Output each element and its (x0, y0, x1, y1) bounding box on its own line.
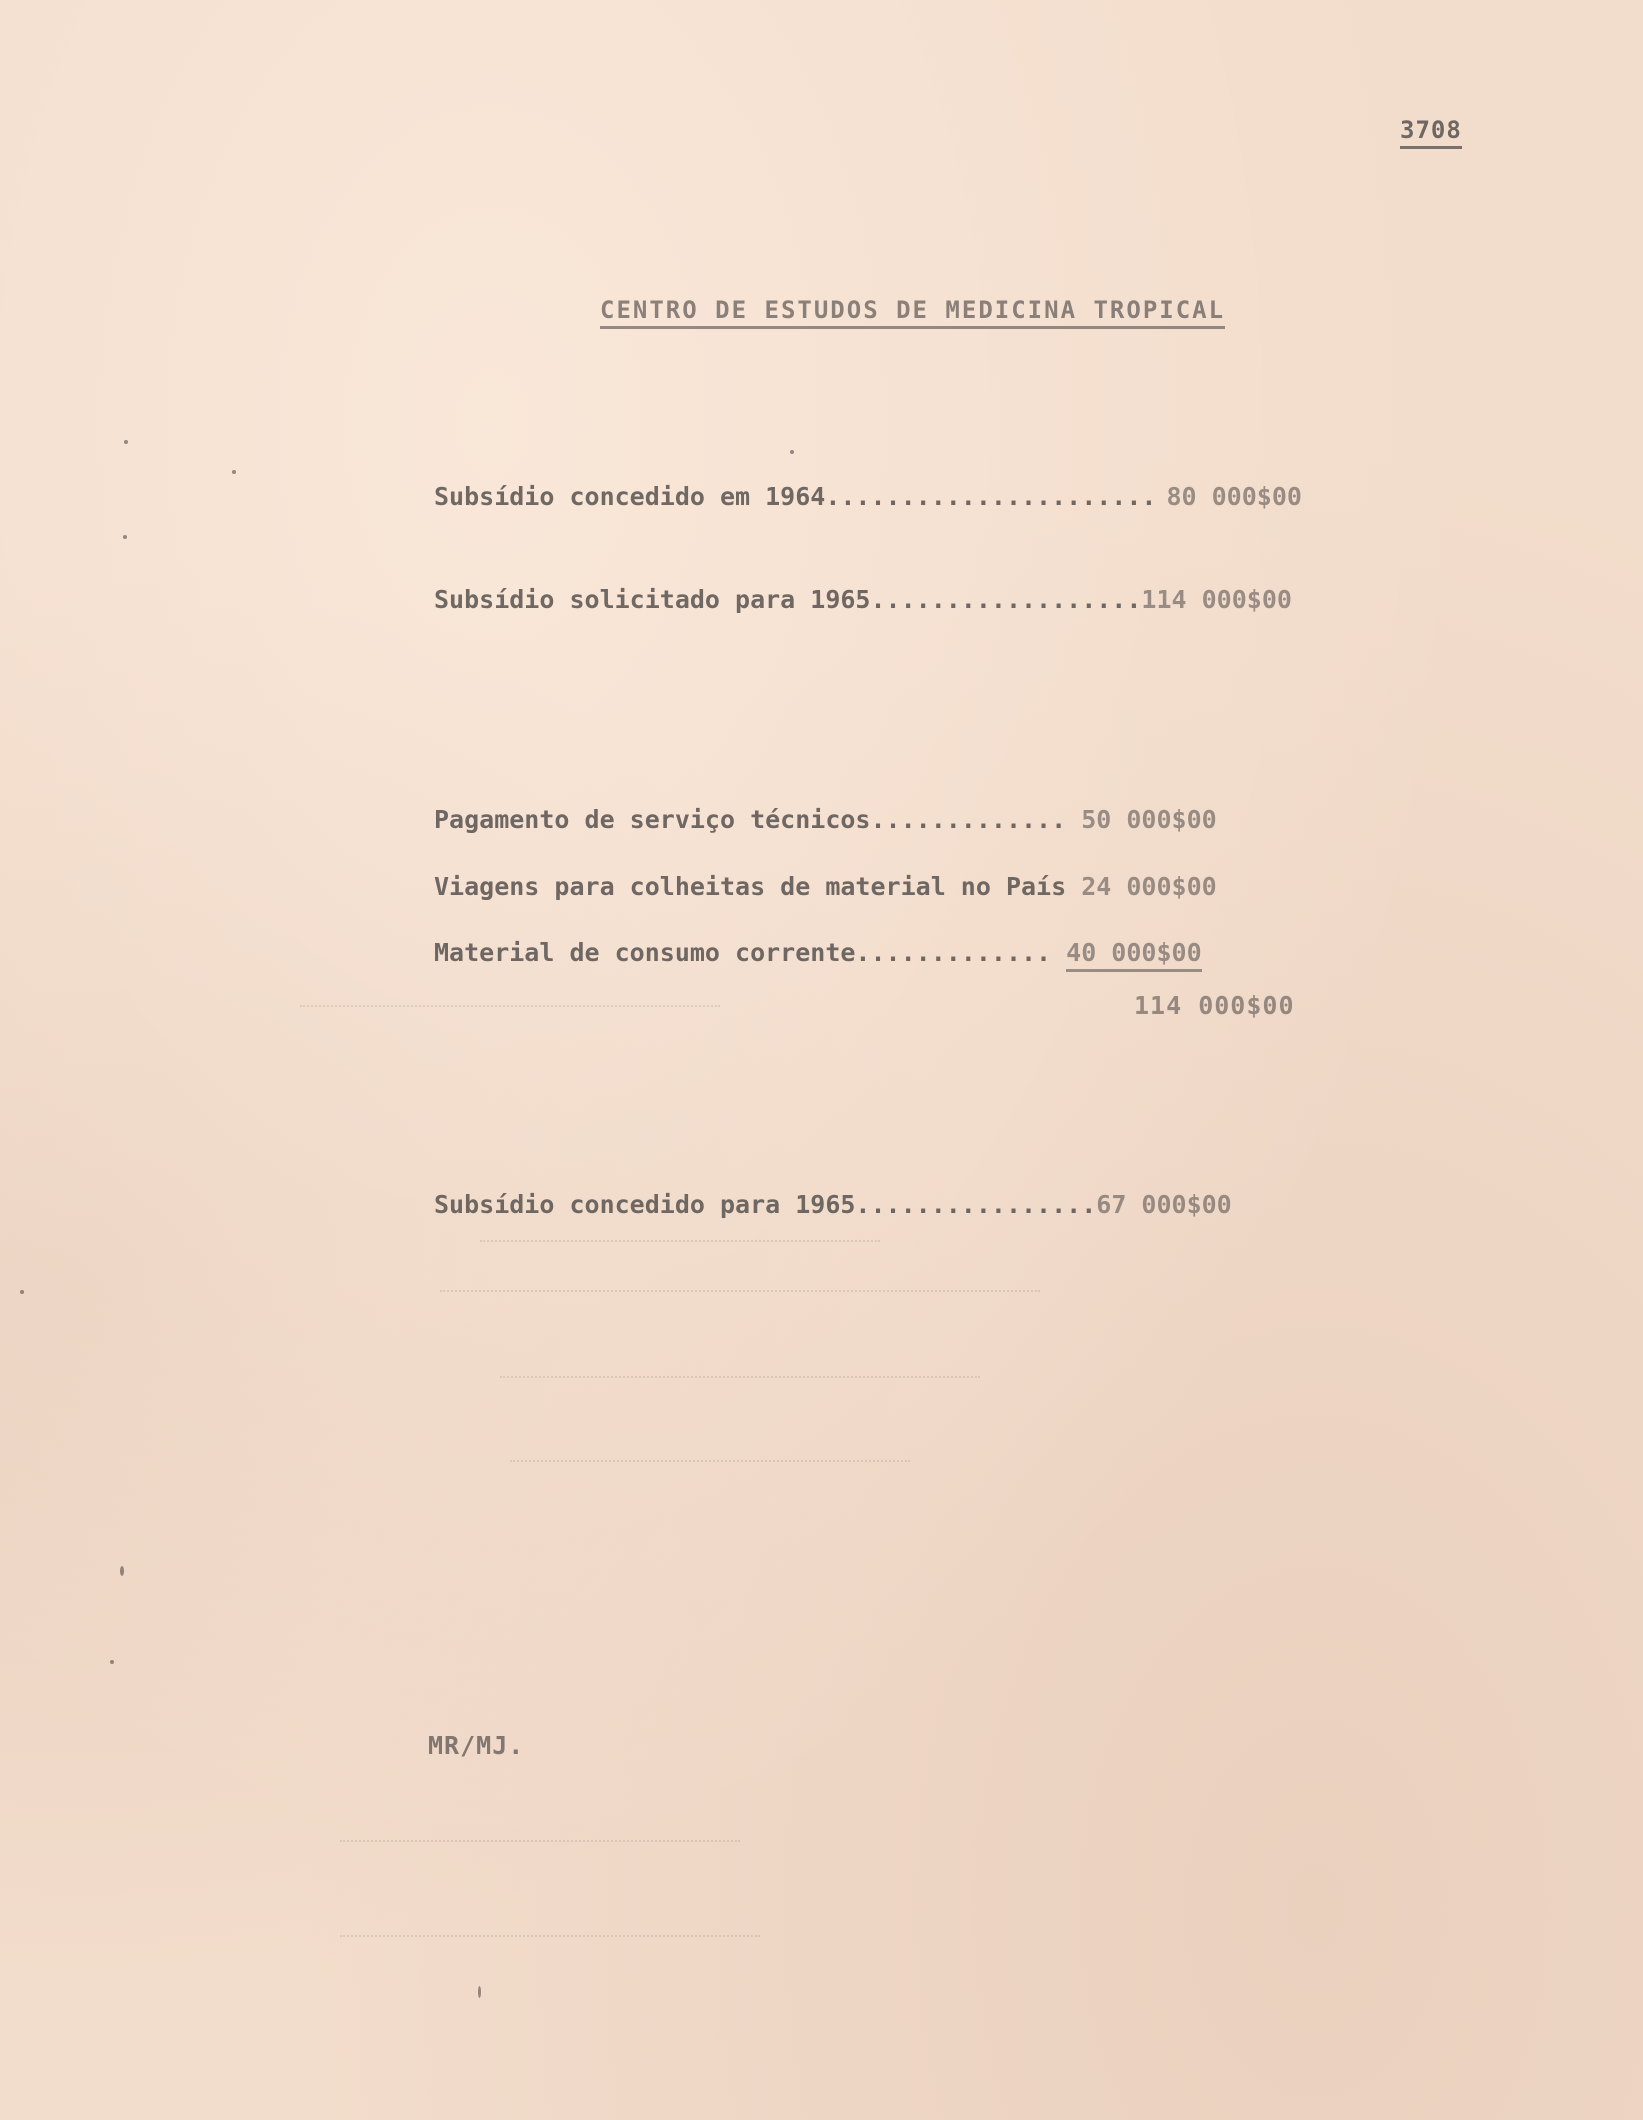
breakdown-total: 114 000$00 (1134, 991, 1295, 1020)
breakdown-label: Material de consumo corrente............. (434, 938, 1067, 967)
subsidy-value: 80 000$00 (1166, 482, 1302, 511)
breakdown-value: 40 000$00 (1066, 938, 1201, 972)
subsidy-label: Subsídio solicitado para 1965.................. (434, 585, 1142, 614)
breakdown-row-technical-services (434, 805, 1217, 834)
paper-speck (20, 1290, 24, 1294)
subsidy-row-1965-requested (434, 585, 1292, 614)
document-title: CENTRO DE ESTUDOS DE MEDICINA TROPICAL (600, 296, 1225, 329)
paper-speck (124, 440, 128, 444)
subsidy-row-1965-granted (434, 1190, 1232, 1219)
paper-speck (123, 535, 127, 539)
typist-initials: MR/MJ. (428, 1731, 525, 1760)
granted-value: 67 000$00 (1096, 1190, 1232, 1219)
granted-label: Subsídio concedido para 1965................ (434, 1190, 1097, 1219)
breakdown-value: 24 000$00 (1081, 872, 1217, 901)
breakdown-row-consumables (434, 938, 1202, 972)
page-number: 3708 (1400, 116, 1462, 149)
subsidy-value: 114 000$00 (1141, 585, 1292, 614)
show-through-mark (510, 1460, 910, 1466)
subsidy-row-1964 (434, 482, 1302, 511)
show-through-mark (500, 1376, 980, 1382)
paper-speck (790, 450, 794, 454)
show-through-mark (480, 1240, 880, 1246)
paper-speck (478, 1986, 481, 1998)
show-through-mark (340, 1840, 740, 1846)
paper-speck (120, 1566, 124, 1576)
show-through-mark (340, 1935, 760, 1941)
paper-speck (232, 470, 236, 474)
breakdown-row-travel (434, 872, 1217, 901)
breakdown-label: Viagens para colheitas de material no País (434, 872, 1082, 901)
breakdown-value: 50 000$00 (1081, 805, 1217, 834)
show-through-mark (440, 1290, 1040, 1296)
breakdown-label: Pagamento de serviço técnicos............. (434, 805, 1082, 834)
show-through-mark (300, 1005, 720, 1011)
paper-speck (110, 1660, 114, 1664)
subsidy-label: Subsídio concedido em 1964...................... (434, 482, 1157, 511)
